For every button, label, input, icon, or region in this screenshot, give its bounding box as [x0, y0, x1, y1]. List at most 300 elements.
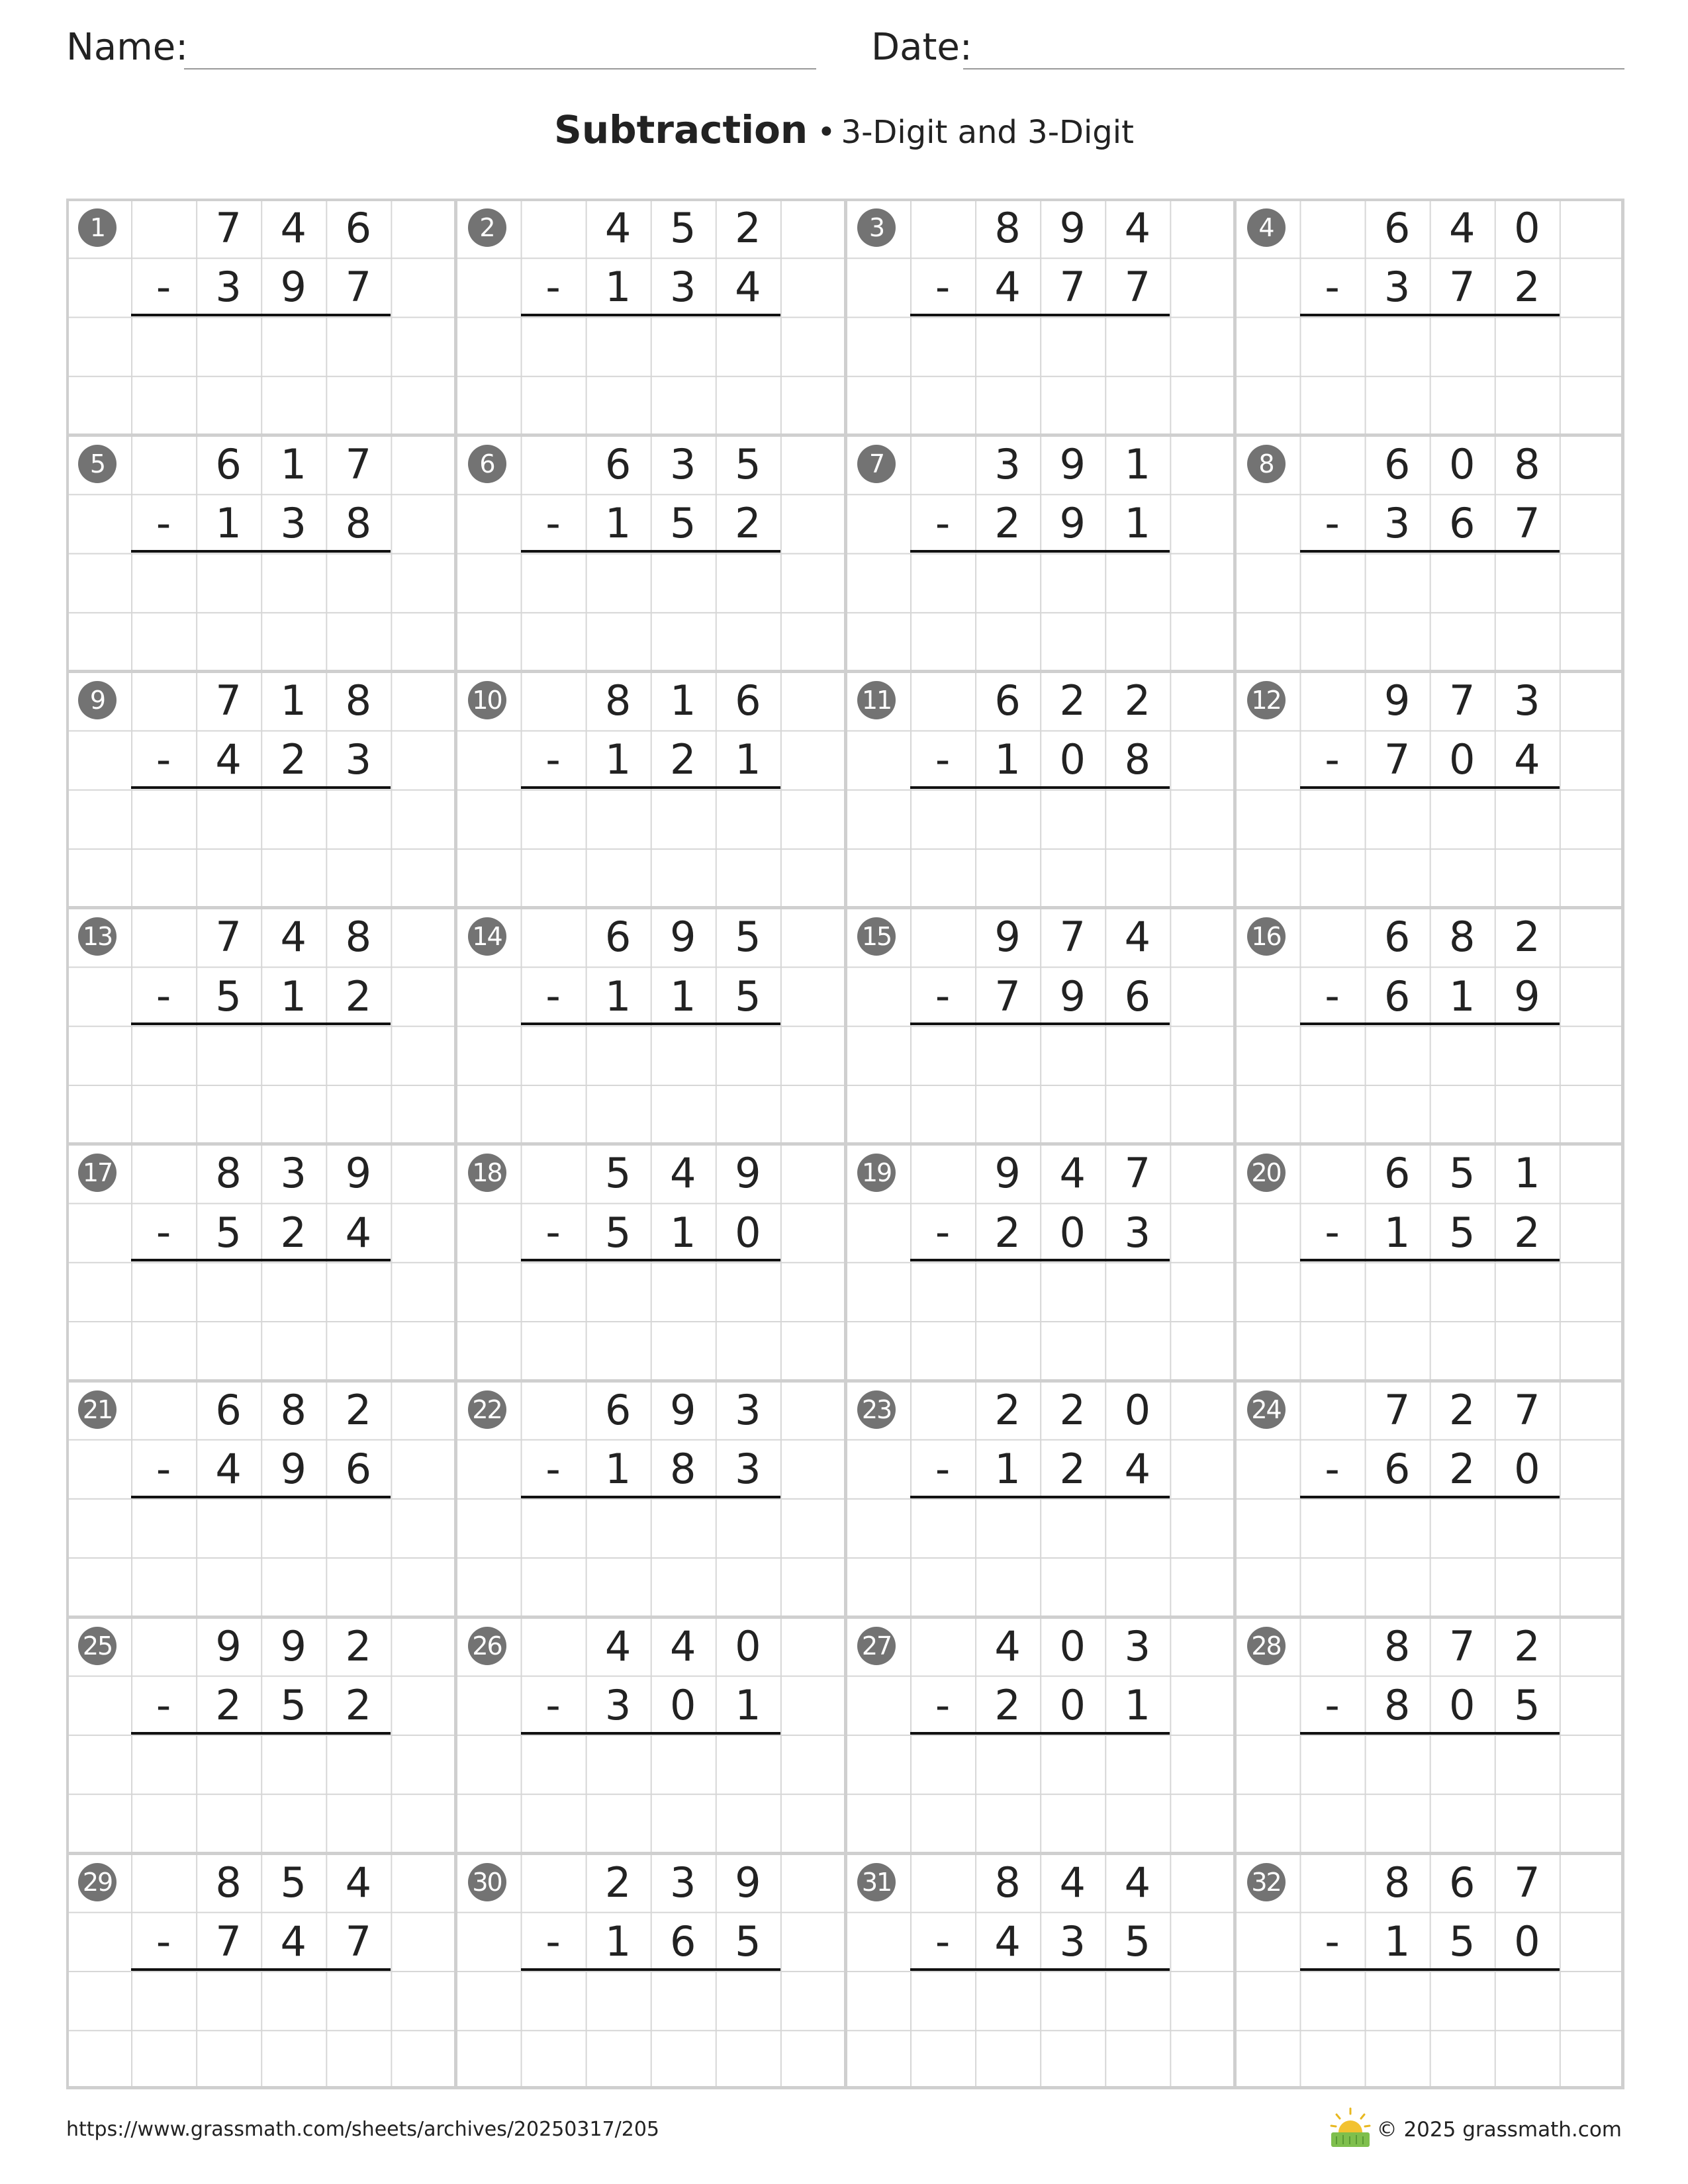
problem-number-badge: 17 [78, 1154, 117, 1192]
minuend-digit: 6 [994, 676, 1021, 725]
minuend-digit: 6 [215, 1385, 242, 1434]
problem-21 [66, 1381, 455, 1617]
minuend-digit: 3 [1514, 676, 1540, 725]
problem-number-badge: 7 [857, 445, 896, 483]
minuend-digit: 9 [670, 913, 696, 962]
minuend-digit: 9 [670, 1385, 696, 1434]
answer-line [131, 550, 391, 553]
minuend-digit: 6 [1383, 1149, 1411, 1198]
problem-number-badge: 26 [468, 1627, 506, 1665]
problem-16 [1235, 907, 1624, 1144]
subtrahend-digit: 5 [1449, 1917, 1476, 1966]
minuend-digit: 1 [670, 676, 696, 725]
subtrahend-digit: 4 [994, 263, 1021, 312]
name-line[interactable] [184, 68, 816, 69]
answer-area[interactable] [521, 1498, 780, 1617]
minuend-digit: 1 [280, 440, 306, 489]
subtrahend-digit: 1 [604, 1917, 632, 1966]
title-bullet: • [817, 114, 836, 151]
problem-27 [845, 1617, 1235, 1853]
minuend-digit: 5 [735, 913, 761, 962]
worksheet-title [0, 106, 1688, 156]
subtrahend-digit: 1 [1124, 1680, 1151, 1729]
answer-area[interactable] [1300, 1735, 1560, 1853]
answer-area[interactable] [1300, 317, 1560, 435]
subtrahend-digit: 4 [1514, 735, 1540, 784]
problem-number-badge: 10 [468, 681, 506, 719]
subtrahend-digit: 4 [994, 1917, 1021, 1966]
answer-area[interactable] [1300, 1971, 1560, 2089]
minus-sign: - [935, 735, 951, 784]
subtrahend-digit: 1 [604, 499, 632, 548]
subtrahend-digit: 5 [215, 972, 242, 1021]
subtrahend-digit: 4 [345, 1208, 372, 1257]
subtrahend-digit: 7 [1514, 499, 1540, 548]
minuend-digit: 3 [280, 1149, 306, 1198]
problem-number-badge: 4 [1247, 208, 1286, 247]
minuend-digit: 8 [1449, 913, 1476, 962]
problem-26 [456, 1617, 845, 1853]
subtrahend-digit: 1 [670, 1208, 696, 1257]
answer-area[interactable] [1300, 1026, 1560, 1144]
problem-number-badge: 5 [78, 445, 117, 483]
minuend-digit: 0 [1059, 1621, 1086, 1670]
minuend-digit: 8 [345, 913, 372, 962]
minus-sign: - [935, 499, 951, 548]
answer-area[interactable] [910, 317, 1170, 435]
subtrahend-digit: 0 [1449, 735, 1476, 784]
subtrahend-digit: 0 [1059, 1680, 1086, 1729]
problem-20 [1235, 1144, 1624, 1380]
minuend-digit: 4 [670, 1149, 696, 1198]
answer-line [910, 1259, 1170, 1261]
answer-line [910, 786, 1170, 789]
subtrahend-digit: 2 [345, 972, 372, 1021]
answer-area[interactable] [910, 553, 1170, 672]
minuend-digit: 4 [1124, 913, 1151, 962]
answer-line [1300, 550, 1560, 553]
answer-line [131, 1732, 391, 1735]
subtrahend-digit: 2 [1059, 1444, 1086, 1493]
answer-area[interactable] [131, 1735, 391, 1853]
answer-area[interactable] [131, 1262, 391, 1381]
subtrahend-digit: 2 [1514, 263, 1540, 312]
minuend-digit: 4 [1059, 1149, 1086, 1198]
problem-32 [1235, 1853, 1624, 2089]
minus-sign: - [156, 499, 171, 548]
answer-line [1300, 1496, 1560, 1498]
subtrahend-digit: 5 [215, 1208, 242, 1257]
minuend-digit: 2 [1514, 913, 1540, 962]
minuend-digit: 8 [1383, 1621, 1411, 1670]
subtrahend-digit: 2 [1449, 1444, 1476, 1493]
minuend-digit: 8 [345, 676, 372, 725]
subtrahend-digit: 0 [1449, 1680, 1476, 1729]
minuend-digit: 4 [280, 204, 306, 252]
minuend-digit: 5 [670, 204, 696, 252]
minus-sign: - [545, 1917, 561, 1966]
minus-sign: - [935, 972, 951, 1021]
answer-line [131, 1496, 391, 1498]
answer-line [1300, 1968, 1560, 1971]
minuend-digit: 6 [345, 204, 372, 252]
subtrahend-digit: 2 [1514, 1208, 1540, 1257]
answer-line [521, 1496, 780, 1498]
subtrahend-digit: 1 [735, 1680, 761, 1729]
answer-line [1300, 314, 1560, 316]
minuend-digit: 3 [670, 1858, 696, 1907]
subtrahend-digit: 0 [1059, 735, 1086, 784]
minus-sign: - [545, 972, 561, 1021]
minuend-digit: 3 [735, 1385, 761, 1434]
minuend-digit: 4 [670, 1621, 696, 1670]
problem-number-badge: 2 [468, 208, 506, 247]
subtrahend-digit: 3 [1383, 263, 1411, 312]
minuend-digit: 6 [1383, 913, 1411, 962]
date-line[interactable] [963, 68, 1624, 69]
problem-number-badge: 15 [857, 917, 896, 956]
subtrahend-digit: 5 [280, 1680, 306, 1729]
problem-number-badge: 31 [857, 1863, 896, 1901]
answer-line [521, 550, 780, 553]
minuend-digit: 9 [994, 1149, 1021, 1198]
subtrahend-digit: 7 [1124, 263, 1151, 312]
subtrahend-digit: 6 [1449, 499, 1476, 548]
subtrahend-digit: 0 [1514, 1444, 1540, 1493]
answer-line [1300, 786, 1560, 789]
subtrahend-digit: 2 [670, 735, 696, 784]
subtrahend-digit: 0 [1059, 1208, 1086, 1257]
problem-14 [456, 907, 845, 1144]
subtrahend-digit: 1 [1383, 1208, 1411, 1257]
minuend-digit: 7 [1514, 1385, 1540, 1434]
subtrahend-digit: 6 [670, 1917, 696, 1966]
answer-area[interactable] [131, 1971, 391, 2089]
minuend-digit: 2 [735, 204, 761, 252]
minuend-digit: 8 [280, 1385, 306, 1434]
minuend-digit: 7 [1383, 1385, 1411, 1434]
problem-23 [845, 1381, 1235, 1617]
minuend-digit: 6 [1383, 440, 1411, 489]
problem-number-badge: 29 [78, 1863, 117, 1901]
subtrahend-digit: 6 [1383, 972, 1411, 1021]
subtrahend-digit: 3 [215, 263, 242, 312]
subtrahend-digit: 2 [280, 735, 306, 784]
subtrahend-digit: 1 [1383, 1917, 1411, 1966]
problem-4 [1235, 199, 1624, 435]
subtrahend-digit: 4 [1124, 1444, 1151, 1493]
subtrahend-digit: 3 [735, 1444, 761, 1493]
subtrahend-digit: 0 [1514, 1917, 1540, 1966]
answer-line [1300, 1732, 1560, 1735]
problem-number-badge: 28 [1247, 1627, 1286, 1665]
minuend-digit: 2 [1059, 676, 1086, 725]
minuend-digit: 8 [1514, 440, 1540, 489]
subtrahend-digit: 9 [280, 1444, 306, 1493]
problem-number-badge: 16 [1247, 917, 1286, 956]
problem-15 [845, 907, 1235, 1144]
minus-sign: - [1325, 1208, 1340, 1257]
answer-area[interactable] [521, 553, 780, 672]
problem-28 [1235, 1617, 1624, 1853]
minuend-digit: 2 [1514, 1621, 1540, 1670]
answer-line [521, 1732, 780, 1735]
minuend-digit: 2 [1059, 1385, 1086, 1434]
answer-area[interactable] [521, 317, 780, 435]
minuend-digit: 4 [604, 204, 632, 252]
minus-sign: - [545, 263, 561, 311]
minuend-digit: 6 [1383, 204, 1411, 252]
minuend-digit: 4 [604, 1621, 632, 1670]
footer-copyright: © 2025 grassmath.com [1376, 2118, 1622, 2142]
minuend-digit: 2 [1124, 676, 1151, 725]
minuend-digit: 9 [1059, 204, 1086, 252]
subtrahend-digit: 1 [604, 972, 632, 1021]
subtrahend-digit: 3 [280, 499, 306, 548]
answer-line [1300, 1259, 1560, 1261]
problem-13 [66, 907, 455, 1144]
answer-area[interactable] [1300, 553, 1560, 672]
problem-12 [1235, 671, 1624, 907]
minus-sign: - [545, 1208, 561, 1257]
minuend-digit: 5 [735, 440, 761, 489]
subtrahend-digit: 3 [1383, 499, 1411, 548]
minus-sign: - [156, 1917, 171, 1966]
subtrahend-digit: 1 [1449, 972, 1476, 1021]
problem-number-badge: 13 [78, 917, 117, 956]
answer-line [521, 1259, 780, 1261]
minuend-digit: 7 [1514, 1858, 1540, 1907]
subtrahend-digit: 9 [280, 263, 306, 312]
subtrahend-digit: 6 [1383, 1444, 1411, 1493]
minuend-digit: 7 [1449, 1621, 1476, 1670]
minus-sign: - [156, 1208, 171, 1257]
minus-sign: - [545, 1680, 561, 1729]
problem-number-badge: 20 [1247, 1154, 1286, 1192]
problem-22 [456, 1381, 845, 1617]
problem-17 [66, 1144, 455, 1380]
problem-11 [845, 671, 1235, 907]
subtrahend-digit: 7 [994, 972, 1021, 1021]
subtrahend-digit: 7 [1383, 735, 1411, 784]
minus-sign: - [156, 1444, 171, 1493]
subtrahend-digit: 3 [345, 735, 372, 784]
minuend-digit: 5 [280, 1858, 306, 1907]
minuend-digit: 4 [1124, 204, 1151, 252]
problem-9 [66, 671, 455, 907]
subtrahend-digit: 9 [1059, 499, 1086, 548]
subtrahend-digit: 5 [735, 1917, 761, 1966]
subtrahend-digit: 6 [1124, 972, 1151, 1021]
problem-number-badge: 23 [857, 1390, 896, 1429]
answer-area[interactable] [910, 790, 1170, 908]
subtrahend-digit: 2 [994, 499, 1021, 548]
subtrahend-digit: 7 [345, 1917, 372, 1966]
minuend-digit: 2 [345, 1385, 372, 1434]
answer-area[interactable] [131, 790, 391, 908]
minus-sign: - [935, 1208, 951, 1257]
subtrahend-digit: 8 [670, 1444, 696, 1493]
minuend-digit: 0 [1124, 1385, 1151, 1434]
answer-area[interactable] [521, 1262, 780, 1381]
minuend-digit: 7 [1449, 676, 1476, 725]
subtrahend-digit: 7 [1059, 263, 1086, 312]
subtrahend-digit: 4 [735, 263, 761, 312]
minuend-digit: 9 [1059, 440, 1086, 489]
subtrahend-digit: 3 [1059, 1917, 1086, 1966]
problem-30 [456, 1853, 845, 2089]
problem-3 [845, 199, 1235, 435]
minuend-digit: 3 [1124, 1621, 1151, 1670]
problem-6 [456, 435, 845, 671]
subtrahend-digit: 1 [604, 263, 632, 312]
answer-area[interactable] [1300, 1498, 1560, 1617]
answer-area[interactable] [910, 1971, 1170, 2089]
problem-number-badge: 22 [468, 1390, 506, 1429]
problem-number-badge: 9 [78, 681, 117, 719]
answer-line [521, 1968, 780, 1971]
minus-sign: - [935, 263, 951, 311]
subtrahend-digit: 3 [670, 263, 696, 312]
problem-number-badge: 8 [1247, 445, 1286, 483]
subtrahend-digit: 1 [994, 1444, 1021, 1493]
answer-area[interactable] [521, 790, 780, 908]
minuend-digit: 9 [994, 913, 1021, 962]
minuend-digit: 3 [994, 440, 1021, 489]
minuend-digit: 0 [735, 1621, 761, 1670]
minuend-digit: 4 [1449, 204, 1476, 252]
title-main: Subtraction [554, 107, 808, 152]
minuend-digit: 9 [735, 1149, 761, 1198]
answer-area[interactable] [910, 1026, 1170, 1144]
problem-29 [66, 1853, 455, 2089]
minus-sign: - [156, 263, 171, 311]
answer-area[interactable] [521, 1735, 780, 1853]
subtrahend-digit: 6 [345, 1444, 372, 1493]
minuend-digit: 9 [1383, 676, 1411, 725]
answer-line [131, 314, 391, 316]
subtrahend-digit: 5 [604, 1208, 632, 1257]
answer-area[interactable] [131, 1498, 391, 1617]
subtrahend-digit: 1 [604, 735, 632, 784]
minuend-digit: 9 [280, 1621, 306, 1670]
subtrahend-digit: 2 [280, 1208, 306, 1257]
answer-area[interactable] [131, 317, 391, 435]
problem-10 [456, 671, 845, 907]
subtrahend-digit: 2 [994, 1208, 1021, 1257]
name-label: Name: [66, 26, 189, 69]
answer-line [131, 786, 391, 789]
answer-line [910, 1023, 1170, 1025]
minuend-digit: 7 [1059, 913, 1086, 962]
minuend-digit: 6 [735, 676, 761, 725]
minuend-digit: 7 [215, 913, 242, 962]
problem-number-badge: 3 [857, 208, 896, 247]
minuend-digit: 9 [215, 1621, 242, 1670]
subtrahend-digit: 8 [1124, 735, 1151, 784]
minuend-digit: 2 [994, 1385, 1021, 1434]
subtrahend-digit: 1 [735, 735, 761, 784]
subtrahend-digit: 9 [1514, 972, 1540, 1021]
minuend-digit: 7 [215, 204, 242, 252]
subtrahend-digit: 8 [345, 499, 372, 548]
answer-area[interactable] [910, 1262, 1170, 1381]
answer-area[interactable] [910, 1498, 1170, 1617]
minus-sign: - [1325, 1444, 1340, 1493]
minus-sign: - [545, 1444, 561, 1493]
subtrahend-digit: 5 [670, 499, 696, 548]
subtrahend-digit: 4 [215, 735, 242, 784]
minuend-digit: 8 [215, 1858, 242, 1907]
problem-24 [1235, 1381, 1624, 1617]
footer-url[interactable]: https://www.grassmath.com/sheets/archives/20250317/205 [66, 2118, 660, 2141]
minuend-digit: 4 [994, 1621, 1021, 1670]
subtrahend-digit: 8 [1383, 1680, 1411, 1729]
problem-25 [66, 1617, 455, 1853]
minuend-digit: 8 [994, 204, 1021, 252]
answer-line [910, 1496, 1170, 1498]
answer-area[interactable] [910, 1735, 1170, 1853]
minuend-digit: 6 [604, 1385, 632, 1434]
title-subtitle: 3-Digit and 3-Digit [841, 114, 1134, 151]
minuend-digit: 7 [1124, 1149, 1151, 1198]
minuend-digit: 1 [1514, 1149, 1540, 1198]
minus-sign: - [545, 735, 561, 784]
subtrahend-digit: 1 [1124, 499, 1151, 548]
minuend-digit: 7 [215, 676, 242, 725]
subtrahend-digit: 1 [215, 499, 242, 548]
subtrahend-digit: 3 [1124, 1208, 1151, 1257]
subtrahend-digit: 5 [1124, 1917, 1151, 1966]
minuend-digit: 0 [1449, 440, 1476, 489]
answer-area[interactable] [1300, 1262, 1560, 1381]
problem-number-badge: 24 [1247, 1390, 1286, 1429]
minuend-digit: 7 [345, 440, 372, 489]
subtrahend-digit: 2 [215, 1680, 242, 1729]
answer-area[interactable] [521, 1971, 780, 2089]
minus-sign: - [1325, 1917, 1340, 1966]
answer-area[interactable] [131, 553, 391, 672]
subtrahend-digit: 5 [1449, 1208, 1476, 1257]
subtrahend-digit: 2 [345, 1680, 372, 1729]
minuend-digit: 4 [1124, 1858, 1151, 1907]
subtrahend-digit: 4 [280, 1917, 306, 1966]
answer-line [131, 1968, 391, 1971]
minuend-digit: 3 [670, 440, 696, 489]
minuend-digit: 8 [994, 1858, 1021, 1907]
answer-area[interactable] [1300, 790, 1560, 908]
subtrahend-digit: 7 [1449, 263, 1476, 312]
minuend-digit: 8 [215, 1149, 242, 1198]
problem-number-badge: 14 [468, 917, 506, 956]
minuend-digit: 8 [1383, 1858, 1411, 1907]
minuend-digit: 4 [345, 1858, 372, 1907]
answer-line [521, 314, 780, 316]
answer-area[interactable] [131, 1026, 391, 1144]
minuend-digit: 6 [215, 440, 242, 489]
minus-sign: - [1325, 735, 1340, 784]
problem-number-badge: 12 [1247, 681, 1286, 719]
problem-7 [845, 435, 1235, 671]
problem-number-badge: 27 [857, 1627, 896, 1665]
minus-sign: - [156, 735, 171, 784]
minuend-digit: 2 [1449, 1385, 1476, 1434]
answer-line [910, 1968, 1170, 1971]
minus-sign: - [156, 972, 171, 1021]
subtrahend-digit: 7 [215, 1917, 242, 1966]
minus-sign: - [935, 1917, 951, 1966]
answer-area[interactable] [521, 1026, 780, 1144]
